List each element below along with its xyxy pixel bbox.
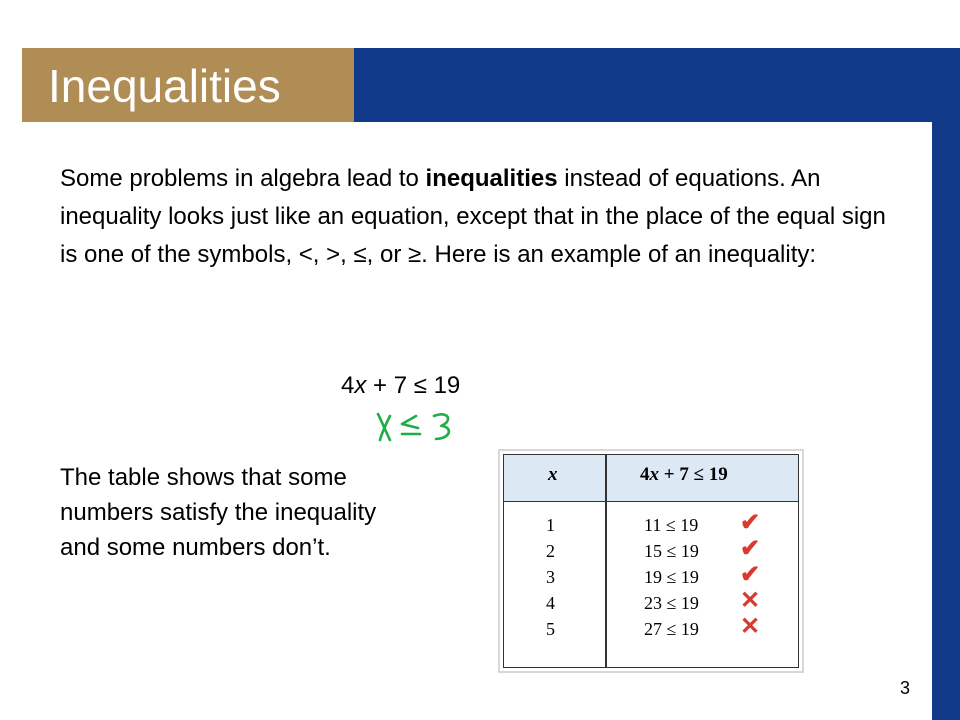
cross-mark-icon: ✕ — [740, 587, 761, 614]
header-expr-var: x — [649, 464, 659, 485]
slide-title: Inequalities — [48, 60, 281, 112]
table-column-expression — [644, 512, 699, 642]
header-expr-rest: + 7 ≤ 19 — [659, 464, 728, 485]
handwritten-annotation — [372, 408, 462, 444]
check-mark-icon: ✔ — [740, 561, 761, 588]
table-column-x — [546, 512, 555, 642]
example-inequality — [341, 366, 460, 406]
check-mark-icon: ✔ — [740, 509, 761, 536]
equation-variable: x — [354, 372, 367, 399]
cross-mark-icon: ✕ — [740, 613, 761, 640]
table-cell-expression: 15 ≤ 19 — [644, 541, 699, 561]
intro-text-2: instead of equations. An inequality looks just like an equation, except that in the place of the equal sign is one of the symbols, <, >, ≤, or ≥. Here is an example of an inequality: — [60, 165, 886, 268]
table-cell-expression: 19 ≤ 19 — [644, 567, 699, 587]
check-mark-icon: ✔ — [740, 535, 761, 562]
table-cell-expression: 27 ≤ 19 — [644, 619, 699, 639]
table-cell-x: 4 — [546, 593, 555, 613]
equation-rest: + 7 ≤ 19 — [366, 372, 461, 399]
table-header-x: x — [548, 464, 558, 485]
intro-text-1: Some problems in algebra lead to — [60, 165, 426, 192]
page-number: 3 — [900, 678, 911, 698]
right-accent-bar — [932, 122, 960, 720]
intro-paragraph — [60, 160, 890, 274]
intro-bold-term: inequalities — [425, 165, 558, 192]
inequality-table — [498, 449, 804, 673]
table-header-expression — [640, 464, 728, 486]
table-cell-expression: 11 ≤ 19 — [644, 515, 699, 535]
table-cell-x: 1 — [546, 515, 555, 535]
table-description: The table shows that some numbers satisfy the inequality and some numbers don’t. — [60, 464, 377, 561]
header-expr-coef: 4 — [640, 464, 650, 485]
equation-coef: 4 — [341, 372, 355, 399]
table-cell-x: 5 — [546, 619, 555, 639]
table-cell-expression: 23 ≤ 19 — [644, 593, 699, 613]
table-cell-x: 3 — [546, 567, 555, 587]
table-cell-x: 2 — [546, 541, 555, 561]
table-column-divider — [605, 454, 607, 668]
table-column-marks — [740, 510, 760, 640]
